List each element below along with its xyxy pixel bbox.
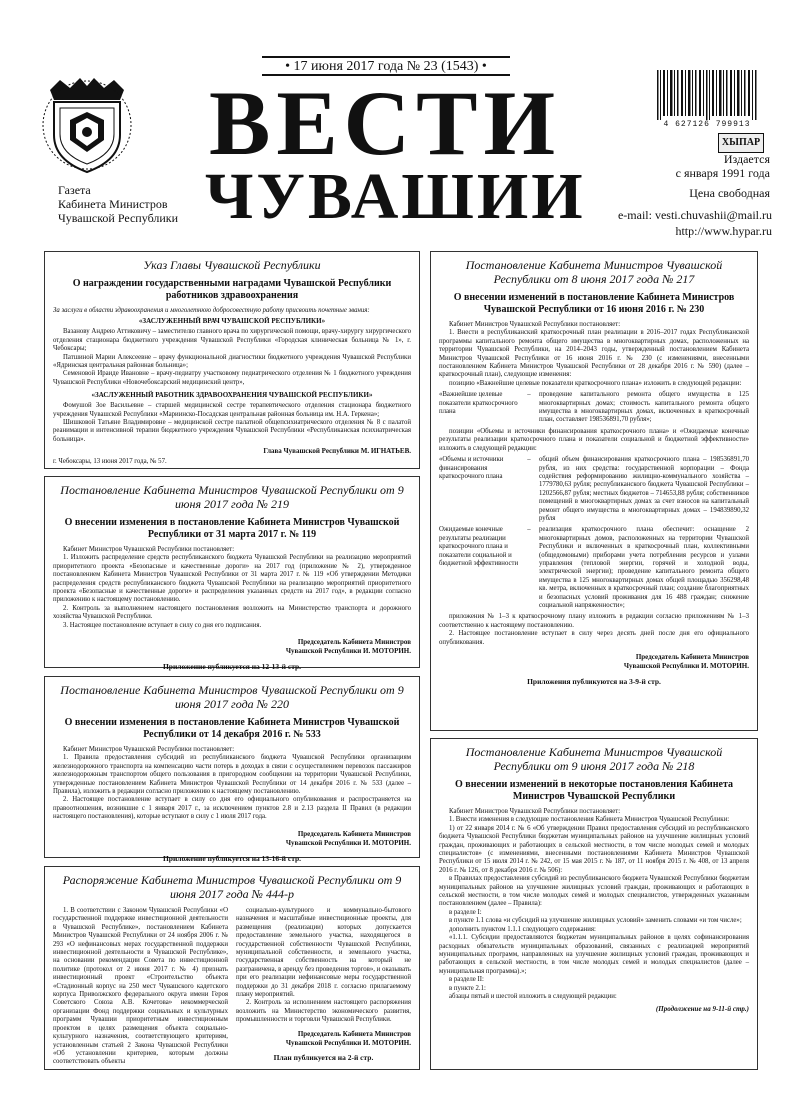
masthead xyxy=(0,0,787,248)
paragraph: 3. Настоящее постановление вступает в силу со дня его подписания. xyxy=(63,621,262,629)
paragraph: в пункте 1.1 слова «и субсидий на улучшение жилищных условий» заменить словами «и том числе»; xyxy=(449,917,742,925)
paragraph: дополнить пунктом 1.1.1 следующего содержания: xyxy=(449,925,596,933)
paragraph: 1. Внести изменения в следующие постановления Кабинета Министров Чувашской Республики: xyxy=(449,816,730,824)
article-headline: О награждении государственными наградами Чувашской Республики работников здравоохранения xyxy=(72,278,392,301)
paragraph: Шишковой Татьяне Владимировне – медицинской сестре палатной общепсихиатрического отделения № 8 с палатой реанимации и интенсивной терапии бюджетного учреждения Чувашской Республики «Республиканская психиатрическая больница». xyxy=(53,419,411,443)
publisher-info xyxy=(58,183,208,225)
article-body xyxy=(53,546,411,630)
table-label: «Важнейшие целевые показатели краткосрочного плана xyxy=(439,391,518,416)
paragraph: в Правилах предоставления субсидий из республиканского бюджета Чувашской Республики бюджетам муниципальных районов на улучшение жилищных условий граждан, проживающих и работающих в сельской местности, в том числе молодых семей и молодых специалистов, утвержденных указанным постановлением (далее – Правила): xyxy=(439,875,749,908)
since-line: Издается xyxy=(723,152,770,166)
article-219 xyxy=(44,476,420,672)
signature-role: Председатель Кабинета Министров xyxy=(635,653,749,662)
paragraph: приложения № 1–3 к краткосрочному плану изложить в редакции согласно приложениям № 1–3 соответственно к настоящему постановлению. xyxy=(439,613,749,629)
paragraph: 2. Контроль за выполнением настоящего постановления возложить на Министерство транспорта и дорожного хозяйства Чувашской Республики. xyxy=(53,604,411,621)
article-title: Постановление Кабинета Министров Чувашской Республики от 8 июня 2017 года № 217 xyxy=(465,258,723,286)
barcode-icon xyxy=(655,70,759,120)
award-title: «ЗАСЛУЖЕННЫЙ РАБОТНИК ЗДРАВООХРАНЕНИЯ ЧУВАШСКОЙ РЕСПУБЛИКИ» xyxy=(91,391,373,400)
article-title: Постановление Кабинета Министров Чувашской Республики от 9 июня 2017 года № 218 xyxy=(465,745,723,773)
paragraph: позиции «Объемы и источники финансирования краткосрочного плана» и «Ожидаемые конечные результаты реализации краткосрочного плана и показатели социальной и бюджетной эффективности» изложить в следующей редакции: xyxy=(439,427,749,452)
since-line: с января 1991 года xyxy=(675,166,770,180)
paragraph: в разделе I: xyxy=(449,908,482,916)
article-column-2 xyxy=(236,907,411,1067)
paragraph: 1. Внести в республиканский краткосрочный план реализации в 2016–2017 годах Республиканской программы капитального ремонта общего имущества в многоквартирных домах, расположенных на территории Чувашской Республики, на 2014–2043 годы, утвержденный постановлением Кабинета Министров Чувашской Республики от 16 июня 2016 г. № 230 (с изменениями, внесенными постановлением Кабинета Министров Чувашской Республики от 28 декабря 2016 г. № 590) (далее – краткосрочный план), следующие изменения: xyxy=(439,329,749,379)
table-value: реализация краткосрочного плана обеспечит: оснащение 2 многоквартирных домов, расположенных на территории Чувашской Республики и включенных в краткосрочный план, коллективными (общедомовыми) приборами учета потребления ресурсов и узлами управления (тепловой энергии, горячей и холодной воды, электрической энергии); проведение капитального ремонта общего имущества в 125 многоквартирных домах общей площадью 356298,48 кв. метра, включенных в краткосрочный план; создание благоприятных и безопасных условий проживания для 16 488 граждан; снижение социальной напряженности»; xyxy=(539,526,749,609)
dash-separator: – xyxy=(527,526,531,534)
paragraph: 2. Контроль за исполнением настоящего распоряжения возложить на Министерство экономического развития, промышленности и торговли Чувашской Республики. xyxy=(236,999,411,1024)
article-217 xyxy=(430,251,758,731)
article-220 xyxy=(44,676,420,863)
signature-role: Председатель Кабинета Министров xyxy=(297,1029,411,1038)
barcode-number: 4 627126 799913 xyxy=(663,120,751,129)
article-headline: О внесении изменений в некоторые постановления Кабинета Министров Чувашской Республики xyxy=(455,779,733,802)
newspaper-title: ВЕСТИ xyxy=(208,72,562,174)
table-value: общий объем финансирования краткосрочного плана – 198536891,70 рубля, из них средства: государственной корпорации – Фонда содействия реформированию жилищно-коммунального хозяйства – 1779780,63 рубля; республиканского бюджета Чувашской Республики – 1202566,87 рубля; местных бюджетов – 714653,88 рубля; собственников помещений в многоквартирных домах за счет взносов на капитальный ремонт общего имущества в многоквартирных домах – 194839890,32 рубля xyxy=(539,456,749,522)
paragraph: Вазанову Андрею Аттиковичу – заместителю главного врача по хирургической помощи, врачу-хирургу хирургического отделения стационара бюджетного учреждения Чувашской Республики «Городская клиническая больница № 1», г. Чебоксары; xyxy=(53,328,411,353)
signature-name: Чувашской Республики И. МОТОРИН. xyxy=(623,662,749,671)
paragraph: 2. Настоящее постановление вступает в силу со дня его официального опубликования и распространяется на правоотношения, возникшие с 1 января 2017 г., за исключением пунктов 2.8 и 2.13 раздела II Правил (в редакции настоящего постановления), которые вступают в силу с 1 июля 2017 года. xyxy=(53,796,411,821)
publication-info xyxy=(590,152,770,200)
paragraph: Кабинет Министров Чувашской Республики постановляет: xyxy=(449,321,621,328)
appendix-note: План публикуется на 2-й стр. xyxy=(273,1052,374,1062)
place-date: г. Чебоксары, 13 июня 2017 года, № 57. xyxy=(53,458,167,466)
paragraph: «1.1.1. Субсидии предоставляются бюджетам муниципальных районов в целях софинансирования расходных обязательств муниципальных образований, связанных с реализацией мероприятий муниципальных программ, направленных на улучшение жилищных условий граждан, проживающих и работающих в сельской местности, в том числе молодых семей и молодых специалистов (далее – муниципальная программа).»; xyxy=(439,934,749,975)
paragraph: социально-культурного и коммунально-бытового назначения и масштабные инвестиционные проекты, для размещения (реализации) которых допускается предоставление земельного участка, находящегося в государственной собственности Чувашской Республики, муниципальной собственности, и земельного участка, государственная собственность на который не разграничена, в аренду без проведения торгов», и оказывать при его реализации нефинансовые меры государственной поддержки до 31 декабря 2018 г. согласно прилагаемому плану мероприятий. xyxy=(236,907,411,999)
paragraph: Фомушой Зое Васильевне – старшей медицинской сестре терапевтического отделения стационара бюджетного учреждения Чувашской Республики «Мариинско-Посадская центральная районная больница им. Н.А. Геркена»; xyxy=(53,402,411,418)
intro-text: За заслуги в области здравоохранения и многолетнюю добросовестную работу присвоить почетные звания: xyxy=(53,307,370,314)
paragraph: в разделе II: xyxy=(449,976,484,984)
table-value: проведение капитального ремонта общего имущества в 125 многоквартирных домах; стоимость капитального ремонта общего имущества в многоквартирных домах, включенных в краткосрочный план, составляет 198536891,70 рубля»; xyxy=(539,391,749,424)
publisher-line: Газета xyxy=(58,183,91,197)
dash-separator: – xyxy=(527,391,531,399)
paragraph: 1. В соответствии с Законом Чувашской Республики «О государственной поддержке инвестиционной деятельности в Чувашской Республике», постановлением Кабинета Министров Чувашской Республики от 24 ноября 2006 г. № 293 «О нефинансовых мерах государственной поддержки инвестиционной деятельности в Чувашской Республике», на основании рекомендации Совета по инвестиционной политике (протокол от 2 июня 2017 г. № 4) признать инвестиционный проект «Строительство объекта «Стадионный корпус на 250 мест Чувашского кадетского корпуса Приволжского федерального округа имени Героя Советского Союза А.В. Кочетова» некоммерческой организации Фонд поддержки социальных и культурных программ Чувашии приоритетным инвестиционным проектом в целях размещения объекта социально-культурного назначения, соответствующего критериям, установленным статьей 2 Закона Чувашской Республики «Об установлении критериев, которым должны соответствовать объекты xyxy=(53,907,228,1066)
hypar-logo: ХЫПАР xyxy=(718,133,764,153)
article-body xyxy=(439,321,749,388)
website-link[interactable]: http://www.hypar.ru xyxy=(675,224,772,238)
article-title: Указ Главы Чувашской Республики xyxy=(143,258,321,272)
article-title: Постановление Кабинета Министров Чувашской Республики от 9 июня 2017 года № 219 xyxy=(60,483,404,511)
appendix-note: Приложение публикуется на 12-13-й стр. xyxy=(162,662,302,672)
continued-note: (Продолжение на 9-11-й стр.) xyxy=(655,1005,749,1014)
paragraph: в пункте 2.1: xyxy=(449,984,486,992)
article-ukaz xyxy=(44,251,420,469)
article-444r xyxy=(44,866,420,1070)
paragraph: 2. Настоящее постановление вступает в силу через десять дней после дня его официального опубликования. xyxy=(439,630,749,646)
article-column-1 xyxy=(53,907,228,1067)
article-218 xyxy=(430,738,758,1070)
signature-role: Председатель Кабинета Министров xyxy=(297,829,411,838)
paragraph: Кабинет Министров Чувашской Республики постановляет: xyxy=(63,746,235,753)
paragraph: Семеновой Ираиде Ивановне – врачу-педиатру участковому педиатрического отделения № 1 бюджетного учреждения Чувашской Республики «Новочебоксарский медицинский центр», xyxy=(53,370,411,386)
article-body xyxy=(53,746,411,822)
paragraph: позицию «Важнейшие целевые показатели краткосрочного плана» изложить в следующей редакции: xyxy=(449,379,742,387)
article-headline: О внесении изменения в постановление Кабинета Министров Чувашской Республики от 14 декабря 2016 г. № 533 xyxy=(64,717,400,740)
paragraph: 1. Правила предоставления субсидий из республиканского бюджета Чувашской Республики организациям железнодорожного транспорта на компенсацию части потерь в доходах в связи с осуществлением перевозок пассажиров железнодорожным транспортом общего пользования в пригородном сообщении на территории Чувашской Республики, утвержденные постановлением Кабинета Министров Чувашской Республики от 14 декабря 2016 г. № 533 (далее – Правила), изложить в редакции согласно приложению к настоящему постановлению. xyxy=(53,754,411,796)
table-row xyxy=(439,456,749,523)
article-body xyxy=(439,808,749,1001)
signature-name: Чувашской Республики И. МОТОРИН. xyxy=(285,838,411,847)
article-body xyxy=(439,428,749,453)
signature: Глава Чувашской Республики М. ИГНАТЬЕВ. xyxy=(263,447,411,456)
article-headline: О внесении изменения в постановление Кабинета Министров Чувашской Республики от 31 марта 2017 г. № 119 xyxy=(64,517,400,540)
coat-of-arms-icon xyxy=(40,60,135,178)
signature-name: Чувашской Республики И. МОТОРИН. xyxy=(285,647,411,656)
paragraph: 1) от 22 января 2014 г. № 6 «Об утверждении Правил предоставления субсидий из республиканского бюджета Чувашской Республики бюджетам муниципальных районов на улучшение жилищных условий граждан, проживающих и работающих в сельской местности, в том числе молодых семей и молодых специалистов» (с изменениями, внесенными постановлениями Кабинета Министров Чувашской Республики от 15 июля 2014 г. № 242, от 15 мая 2015 г. № 187, от 11 ноября 2015 г. № 408, от 13 апреля 2016 г. № 126, от 8 декабря 2016 г. № 506): xyxy=(439,824,749,874)
price: Цена свободная xyxy=(689,186,770,200)
paragraph: Кабинет Министров Чувашской Республики постановляет: xyxy=(63,546,235,553)
appendix-note: Приложения публикуются на 3-9-й стр. xyxy=(527,677,661,687)
paragraph: Кабинет Министров Чувашской Республики постановляет: xyxy=(449,808,621,815)
award-title: «ЗАСЛУЖЕННЫЙ ВРАЧ ЧУВАШСКОЙ РЕСПУБЛИКИ» xyxy=(138,317,326,326)
signature-role: Председатель Кабинета Министров xyxy=(297,638,411,647)
article-title: Распоряжение Кабинета Министров Чувашской Республики от 9 июня 2017 года № 444-р xyxy=(62,873,402,901)
table-row xyxy=(439,391,749,425)
article-body xyxy=(439,613,749,647)
article-body xyxy=(53,307,411,444)
dateline: • 17 июня 2017 года № 23 (1543) • xyxy=(262,56,510,76)
paragraph: 1. Изложить распределение средств республиканского бюджета Чувашской Республики на реализацию мероприятий приоритетного проекта «Безопасные и качественные дороги» на 2017 год (приложение № 2), утвержденное постановлением Кабинета Министров Чувашской Республики от 31 марта 2017 г. № 119 «Об утверждении Методики распределения средств республиканского бюджета Чувашской Республики на реализацию мероприятий приоритетного проекта «Безопасные и качественные дороги» и распределения указанных средств на 2017 год», в редакции согласно приложению к настоящему постановлению. xyxy=(53,554,411,604)
signature-name: Чувашской Республики И. МОТОРИН. xyxy=(285,1038,411,1047)
table-label: «Объемы и источники финансирования краткосрочного плана xyxy=(439,456,504,480)
paragraph: абзацы пятый и шестой изложить в следующей редакции: xyxy=(449,992,617,1000)
article-title: Постановление Кабинета Министров Чувашской Республики от 9 июня 2017 года № 220 xyxy=(60,683,404,711)
newspaper-subtitle: ЧУВАШИИ xyxy=(205,160,586,233)
table-label: Ожидаемые конечные результаты реализации краткосрочного плана и показатели социальной и бюджетной эффективности xyxy=(439,526,519,567)
appendix-note: Приложение публикуется на 13-16-й стр. xyxy=(162,853,302,863)
article-headline: О внесении изменений в постановление Кабинета Министров Чувашской Республики от 16 июня 2016 г. № 230 xyxy=(453,292,735,315)
dash-separator: – xyxy=(527,456,531,464)
paragraph: Патшиной Марии Алексеевне – врачу функциональной диагностики бюджетного учреждения Чувашской Республики «Ядринская центральная районная больница»; xyxy=(53,353,411,370)
email-link[interactable]: e-mail: vesti.chuvashii@mail.ru xyxy=(617,208,772,222)
publisher-line: Чувашской Республики xyxy=(58,211,179,225)
table-row xyxy=(439,526,749,610)
publisher-line: Кабинета Министров xyxy=(58,197,168,211)
